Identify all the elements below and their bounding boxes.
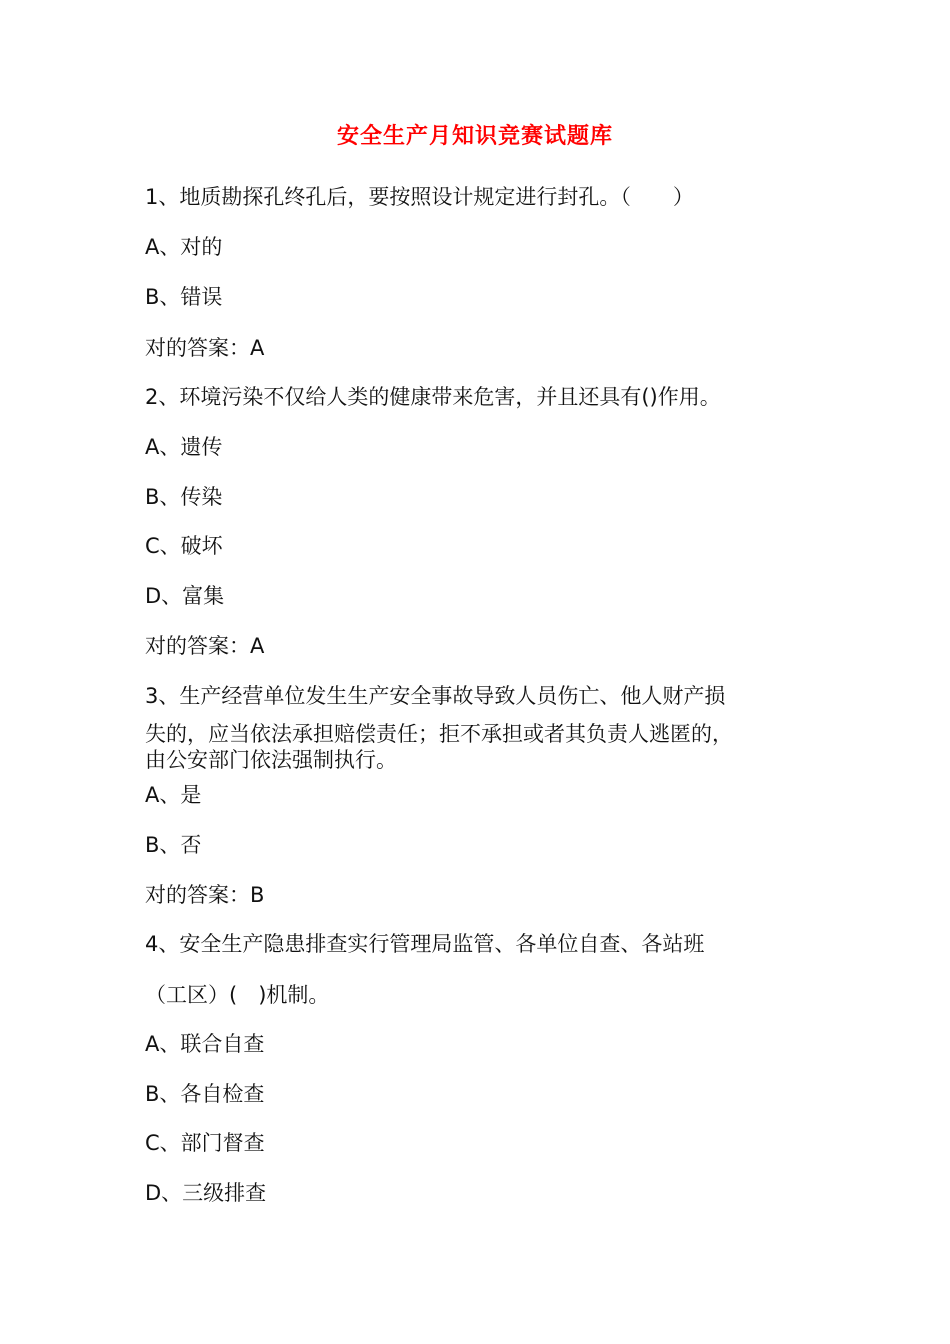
- question-2-text: 2、环境污染不仅给人类的健康带来危害，并且还具有()作用。: [145, 385, 721, 409]
- question-4-option-a: A、联合自查: [145, 1032, 265, 1056]
- question-2-option-a: A、遗传: [145, 435, 223, 459]
- question-3-text-line-2: 失的，应当依法承担赔偿责任；拒不承担或者其负责人逃匿的，: [145, 722, 733, 746]
- question-2-answer: 对的答案：A: [145, 634, 265, 658]
- question-4-option-b: B、各自检查: [145, 1082, 265, 1106]
- question-2-option-b: B、传染: [145, 485, 223, 509]
- question-1-text: 1、地质勘探孔终孔后，要按照设计规定进行封孔。（ ）: [145, 185, 694, 209]
- question-2-option-c: C、破坏: [145, 534, 223, 558]
- question-3-text-line-3: 由公安部门依法强制执行。: [145, 748, 397, 772]
- question-4-text-line-1: 4、安全生产隐患排查实行管理局监管、各单位自查、各站班: [145, 932, 705, 956]
- question-3-answer: 对的答案：B: [145, 883, 265, 907]
- question-3-option-a: A、是: [145, 783, 202, 807]
- question-4-text-line-2: （工区）( )机制。: [145, 983, 330, 1007]
- question-4-option-c: C、部门督查: [145, 1131, 265, 1155]
- question-1-answer: 对的答案：A: [145, 336, 265, 360]
- question-2-option-d: D、富集: [145, 584, 225, 608]
- question-3-text-line-1: 3、生产经营单位发生生产安全事故导致人员伤亡、他人财产损: [145, 684, 726, 708]
- question-1-option-a: A、对的: [145, 235, 223, 259]
- question-1-option-b: B、错误: [145, 285, 223, 309]
- document-title: 安全生产月知识竞赛试题库: [336, 123, 613, 149]
- question-4-option-d: D、三级排查: [145, 1181, 267, 1205]
- question-3-option-b: B、否: [145, 833, 202, 857]
